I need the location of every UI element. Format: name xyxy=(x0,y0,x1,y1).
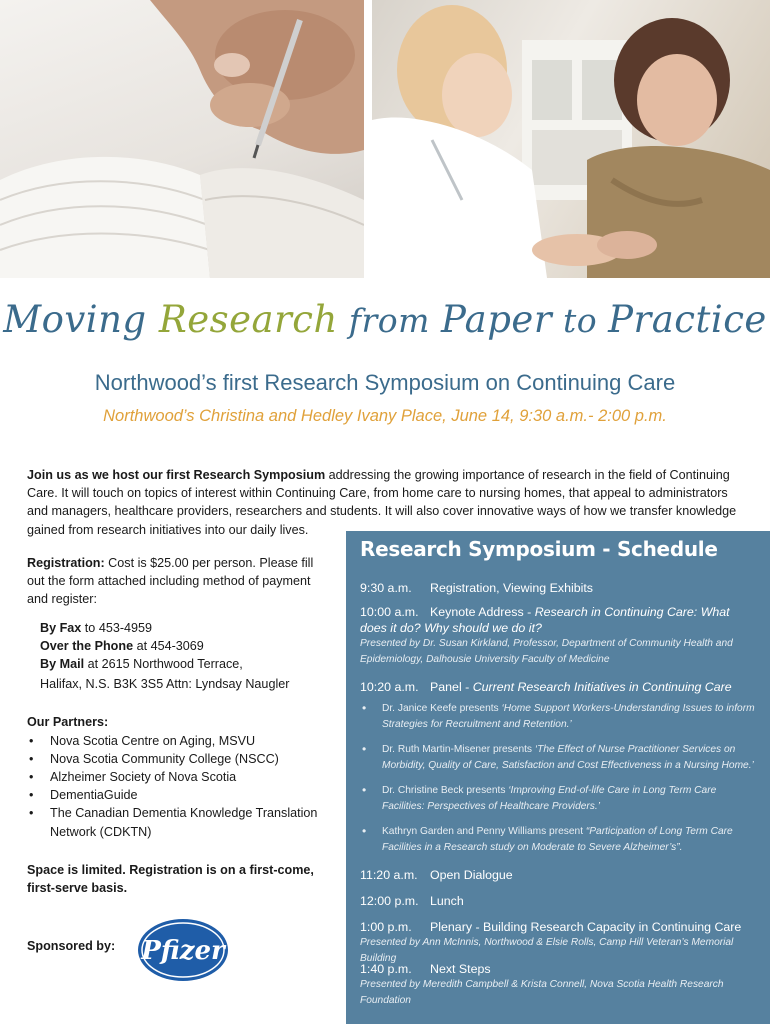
schedule-text: Next Steps xyxy=(430,962,491,976)
mail-address: at 2615 Northwood Terrace, xyxy=(84,657,243,672)
next-steps-presenter: Presented by Meredith Campbell & Krista Connell, Nova Scotia Health Research Foundation xyxy=(360,979,724,1006)
schedule-time: 1:40 p.m. xyxy=(360,962,412,976)
title-word-paper: Paper xyxy=(440,298,553,341)
schedule-item-keynote xyxy=(360,604,756,667)
venue-line: Northwood’s Christina and Hedley Ivany Place, June 14, 9:30 a.m.- 2:00 p.m. xyxy=(103,407,667,425)
list-item xyxy=(360,701,756,732)
presentation-title: “Participation of Long Term Care Facilities in a Research study on Moderate to Severe Alzheimer’s”. xyxy=(382,826,733,853)
title-word-practice: Practice xyxy=(608,298,767,341)
phone-number: at 454-3069 xyxy=(133,638,204,653)
registration-column xyxy=(27,554,332,966)
schedule-panel xyxy=(346,531,770,1024)
partners-heading: Our Partners: xyxy=(27,715,109,730)
mail-label: By Mail xyxy=(40,657,85,672)
schedule-text: Open Dialogue xyxy=(430,868,513,882)
fax-line xyxy=(40,619,332,637)
schedule-text: Registration, Viewing Exhibits xyxy=(430,581,593,595)
intro-paragraph xyxy=(27,466,747,539)
keynote-topic: Research in Continuing Care: What does it do? Why should we do it? xyxy=(360,605,730,635)
schedule-text: Plenary - Building Research Capacity in Continuing Care xyxy=(430,920,742,934)
presenter-name: Dr. Ruth Martin-Misener presents xyxy=(382,744,535,755)
plenary-presenter: Presented by Ann McInnis, Northwood & Elsie Rolls, Camp Hill Veteran’s Memorial Building xyxy=(360,937,734,964)
svg-text:Pfizer: Pfizer xyxy=(141,936,225,966)
sponsored-by-label: Sponsored by: xyxy=(27,939,116,954)
list-item: • Nova Scotia Community College (NSCC) xyxy=(27,750,332,768)
contact-methods xyxy=(27,619,332,694)
schedule-time: 12:00 p.m. xyxy=(360,894,419,908)
schedule-time: 10:20 a.m. xyxy=(360,680,419,694)
schedule-item-panel xyxy=(360,679,756,695)
title-word-moving: Moving xyxy=(3,298,159,341)
list-item xyxy=(360,742,756,773)
space-limited-note: Space is limited. Registration is on a first-come, first-serve basis. xyxy=(27,862,314,896)
photo-writing-hand xyxy=(0,0,364,278)
schedule-time: 9:30 a.m. xyxy=(360,581,412,595)
schedule-item-dialogue xyxy=(360,867,756,883)
registration-text: Cost is $25.00 per person. Please fill out the form attached including method of payment and register: xyxy=(27,556,314,607)
presentation-title: ‘Improving End-of-life Care in Long Term Care Facilities: Perspectives of Healthcare Providers.’ xyxy=(382,785,717,812)
list-item xyxy=(360,824,756,855)
schedule-item-lunch xyxy=(360,893,756,909)
schedule-title: Research Symposium - Schedule xyxy=(360,537,718,561)
schedule-text: Keynote Address - xyxy=(430,605,535,619)
list-item: • The Canadian Dementia Knowledge Translation Network (CDKTN) xyxy=(27,804,332,840)
registration-paragraph xyxy=(27,554,332,609)
title-word-to: to xyxy=(552,301,609,340)
schedule-time: 11:20 a.m. xyxy=(360,868,418,882)
mail-line xyxy=(40,655,332,673)
schedule-time: 1:00 p.m. xyxy=(360,920,412,934)
list-item: • DementiaGuide xyxy=(27,786,332,804)
mail-address-line2: Halifax, N.S. B3K 3S5 Attn: Lyndsay Naugler xyxy=(40,677,290,692)
partner-list xyxy=(27,732,332,841)
list-item xyxy=(360,783,756,814)
phone-label: Over the Phone xyxy=(40,638,134,653)
intro-lead: Join us as we host our first Research Symposium xyxy=(27,468,326,482)
fax-label: By Fax xyxy=(40,620,82,635)
phone-line xyxy=(40,637,332,655)
list-item: • Nova Scotia Centre on Aging, MSVU xyxy=(27,732,332,750)
schedule-item-registration xyxy=(360,580,756,596)
photo-caregiver-and-elder xyxy=(372,0,770,278)
keynote-presenter: Presented by Dr. Susan Kirkland, Professor, Department of Community Health and Epidemiology, Dalhousie University Faculty of Medicine xyxy=(360,638,733,665)
title-word-from: from xyxy=(337,301,441,340)
list-item: • Alzheimer Society of Nova Scotia xyxy=(27,768,332,786)
subtitle: Northwood’s first Research Symposium on Continuing Care xyxy=(94,370,676,395)
registration-label: Registration: xyxy=(27,556,105,570)
schedule-text: Panel - xyxy=(430,680,473,694)
presentation-title: ‘The Effect of Nurse Practitioner Services on Morbidity, Quality of Care, Satisfaction and Cost Effectiveness in a Nursing Home.’ xyxy=(382,744,754,771)
pfizer-logo xyxy=(137,918,229,982)
fax-number: to 453-4959 xyxy=(81,620,153,635)
presenter-name: Dr. Janice Keefe presents xyxy=(382,703,502,714)
presenter-name: Dr. Christine Beck presents xyxy=(382,785,509,796)
title-word-research: Research xyxy=(158,298,338,341)
schedule-item-next-steps xyxy=(360,961,756,1008)
panel-presentations xyxy=(360,701,756,865)
presenter-name: Kathryn Garden and Penny Williams present xyxy=(382,826,586,837)
panel-topic: Current Research Initiatives in Continuing Care xyxy=(472,680,732,694)
main-title xyxy=(0,298,770,341)
schedule-item-plenary xyxy=(360,919,756,966)
intro-body: addressing the growing importance of research in the field of Continuing Care. It will touch on topics of interest within Continuing Care, from home care to nursing homes, that appeal to administrators and managers, healthcare providers, researchers and students. It will also cover innovative ways of how we transfer knowledge gained from research initiatives into our daily lives. xyxy=(27,468,737,537)
schedule-text: Lunch xyxy=(430,894,464,908)
presentation-title: ‘Home Support Workers-Understanding Issues to inform Strategies for Recruitment and Retention.’ xyxy=(382,703,755,730)
schedule-time: 10:00 a.m. xyxy=(360,605,419,619)
